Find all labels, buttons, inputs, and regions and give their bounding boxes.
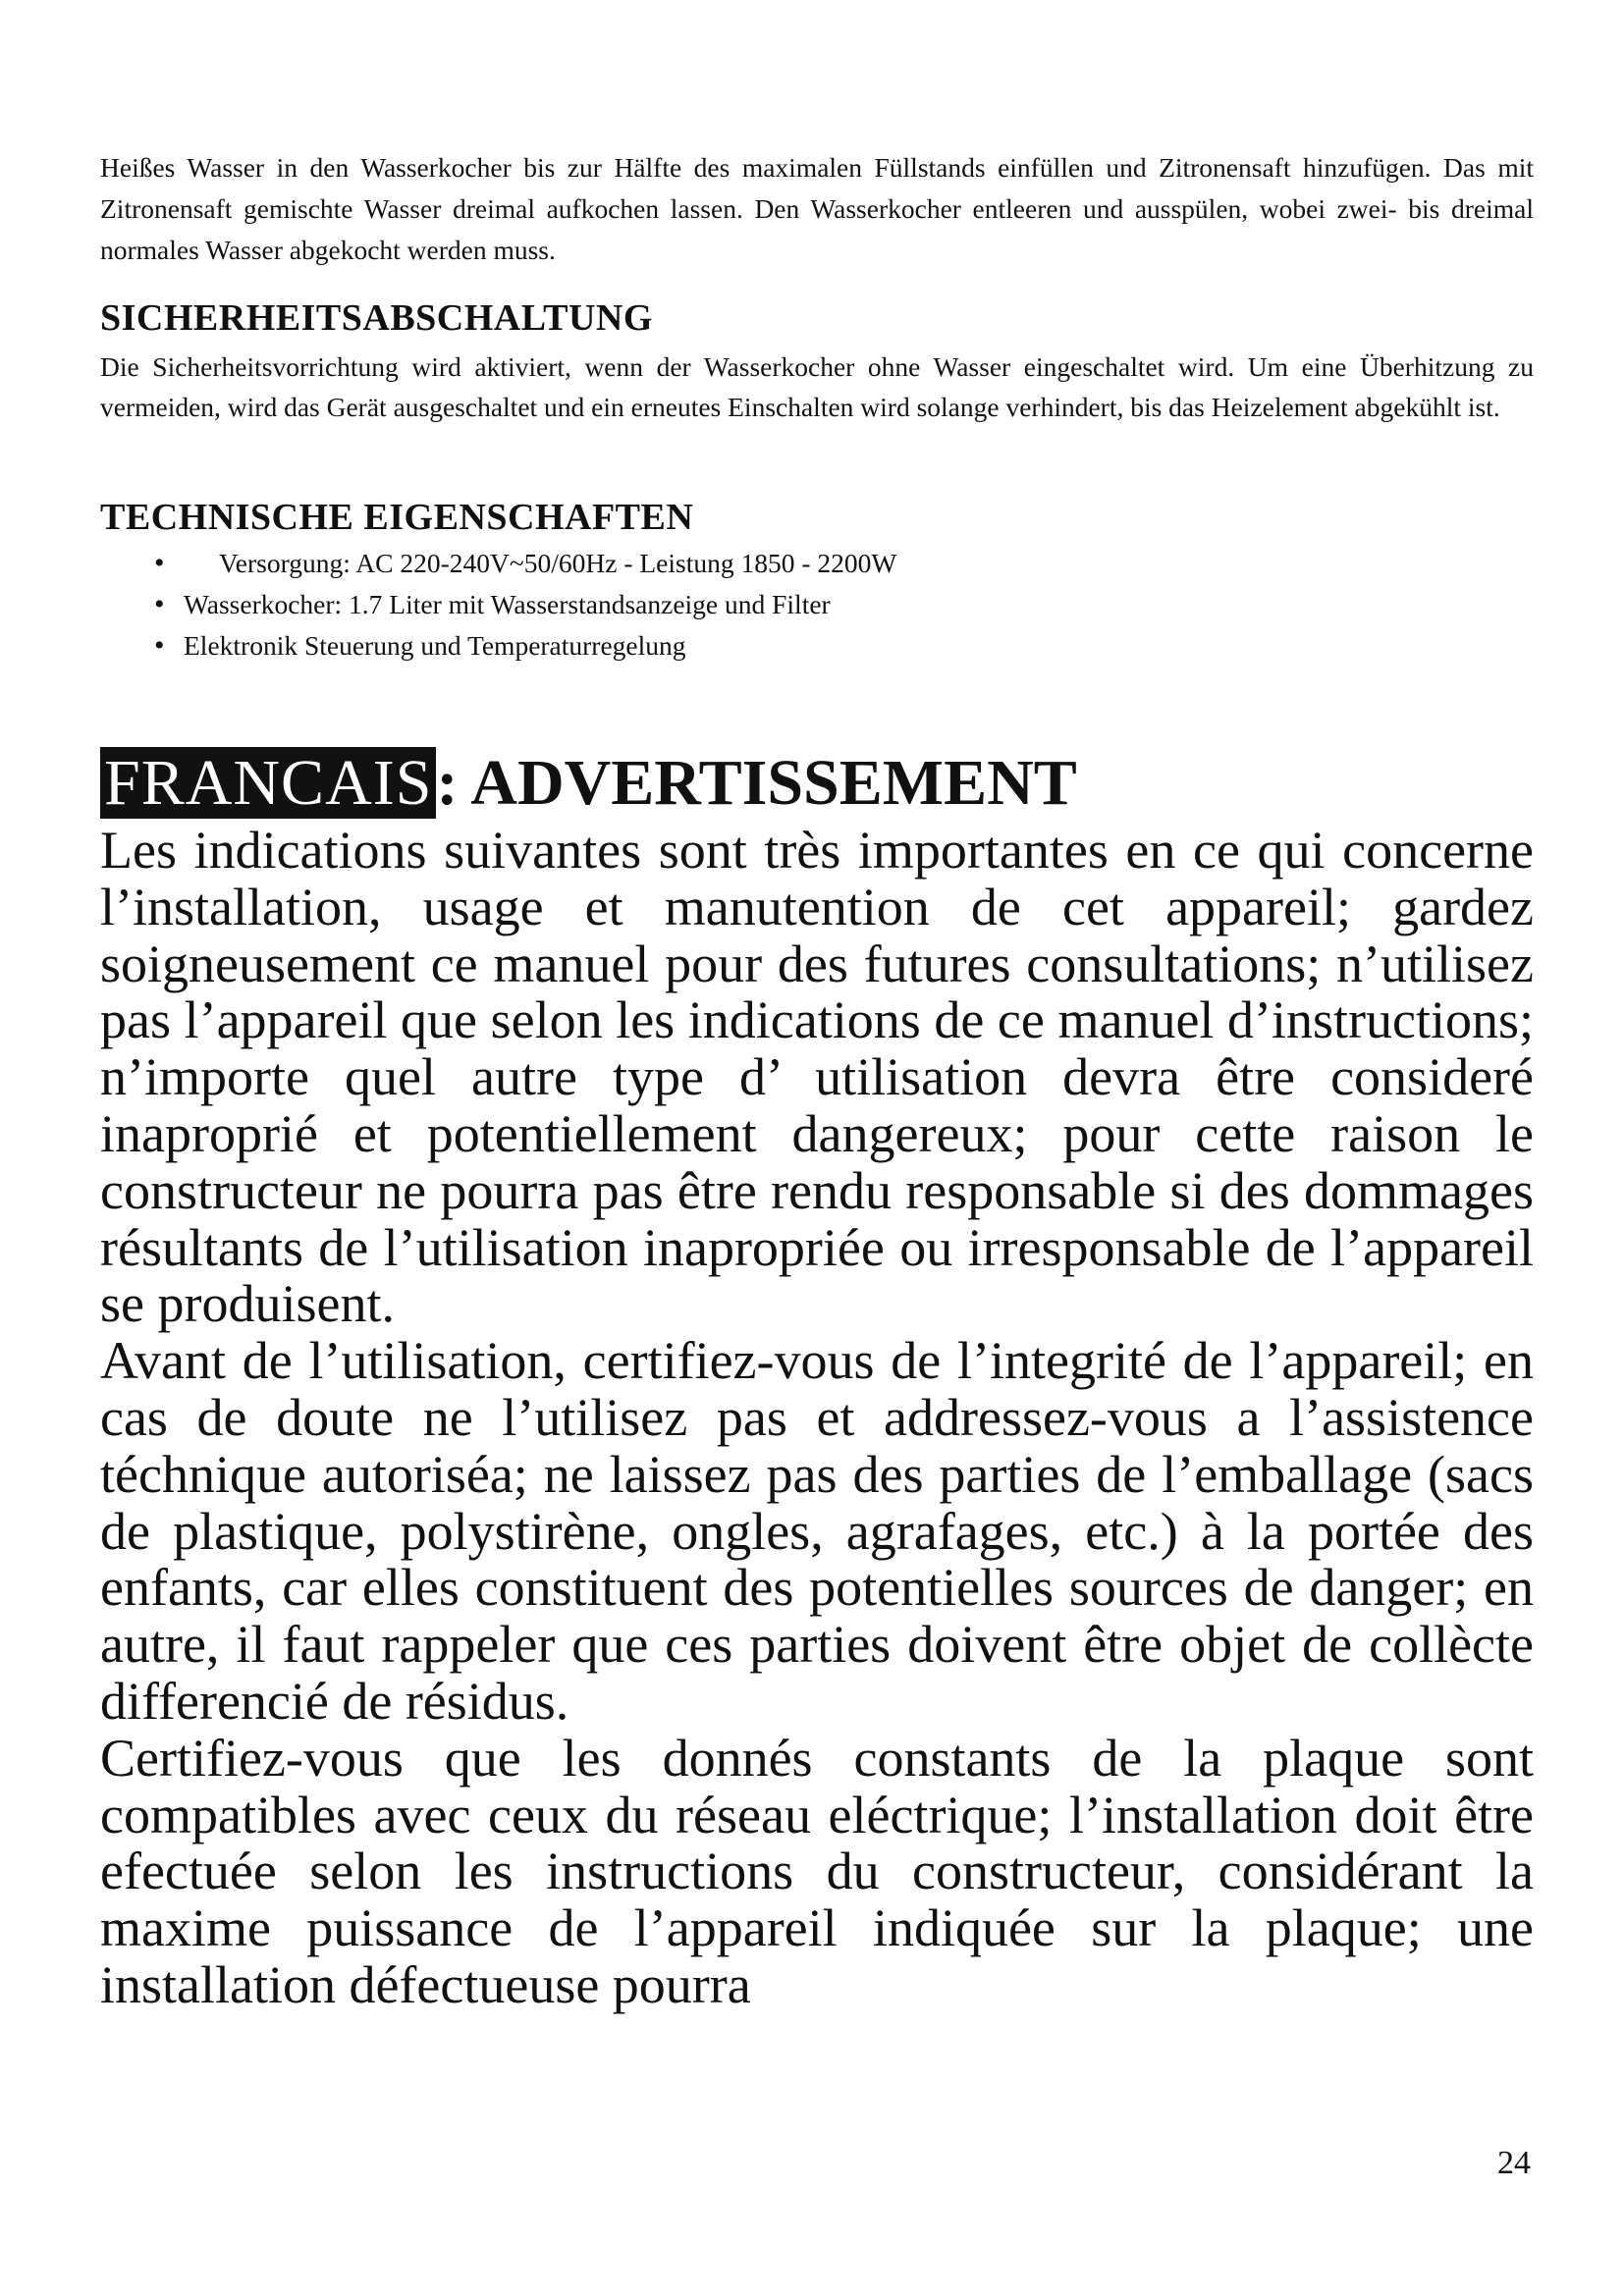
intro-paragraph: Heißes Wasser in den Wasserkocher bis zur Hälfte des maximalen Füllstands einfüllen und Zitronensaft hinzufügen. Das mit Zitronensaft gemischte Wasser dreimal aufkochen lassen. Den Wasserkocher entleeren und ausspülen, wobei zwei- bis dreimal normales Wasser abgekocht werden muss. <box>100 152 1534 265</box>
list-item: • Wasserkocher: 1.7 Liter mit Wasserstandsanzeige und Filter <box>154 584 1431 625</box>
list-item: • Versorgung: AC 220-240V~50/60Hz - Leistung 1850 - 2200W <box>154 543 1431 584</box>
language-label-french: FRANCAIS <box>100 747 436 819</box>
page-number: 24 <box>1497 2145 1531 2181</box>
french-paragraph: Certifiez-vous que les donnés constants de la plaque sont compatibles avec ceux du réseau eléctrique; l’installation doit être efectuée selon les instructions du constructeur, considérant la maxime puissance de l’appareil indiquée sur la plaque; une installation défectueuse pourra <box>100 1728 1534 2014</box>
french-paragraph: Les indications suivantes sont très importantes en ce qui concerne l’installation, usage et manutention de cet appareil; gardez soigneusement ce manuel pour des futures consultations; n’utilisez pas l’appareil que selon les indications de ce manuel d’instructions; n’importe quel autre type d’ utilisation devra être consideré inaproprié et potentiellement dangereux; pour cette raison le constructeur ne pourra pas être rendu responsable si des dommages résultants de l’utilisation inapropriée ou irresponsable de l’appareil se produisent. <box>100 821 1534 1334</box>
section-heading-technical-specs: TECHNISCHE EIGENSCHAFTEN <box>100 497 694 538</box>
section-heading-safety-shutoff: SICHERHEITSABSCHALTUNG <box>100 297 653 339</box>
technical-specs-list <box>154 543 1431 667</box>
french-paragraph: Avant de l’utilisation, certifiez-vous de l’integrité de l’appareil; en cas de doute ne l’utilisez pas et addressez-vous a l’assistence téchnique autoriséa; ne laissez pas des parties de l’emballage (sacs de plastique, polystirène, ongles, agrafages, etc.) à la portée des enfants, car elles constituent des potentielles sources de danger; en autre, il faut rappeler que ces parties doivent être objet de collècte differencié de résidus. <box>100 1331 1534 1731</box>
title-separator: : <box>436 747 459 819</box>
french-warning-body <box>100 823 1534 2014</box>
safety-shutoff-paragraph: Die Sicherheitsvorrichtung wird aktiviert, wenn der Wasserkocher ohne Wasser eingeschaltet wird. Um eine Überhitzung zu vermeiden, wird das Gerät ausgeschaltet und ein erneutes Einschalten wird solange verhindert, bis das Heizelement abgekühlt ist. <box>100 351 1534 422</box>
warning-title: ADVERTISSEMENT <box>470 747 1077 819</box>
list-item: • Elektronik Steuerung und Temperaturregelung <box>154 625 1431 667</box>
french-section-title <box>100 744 1077 823</box>
